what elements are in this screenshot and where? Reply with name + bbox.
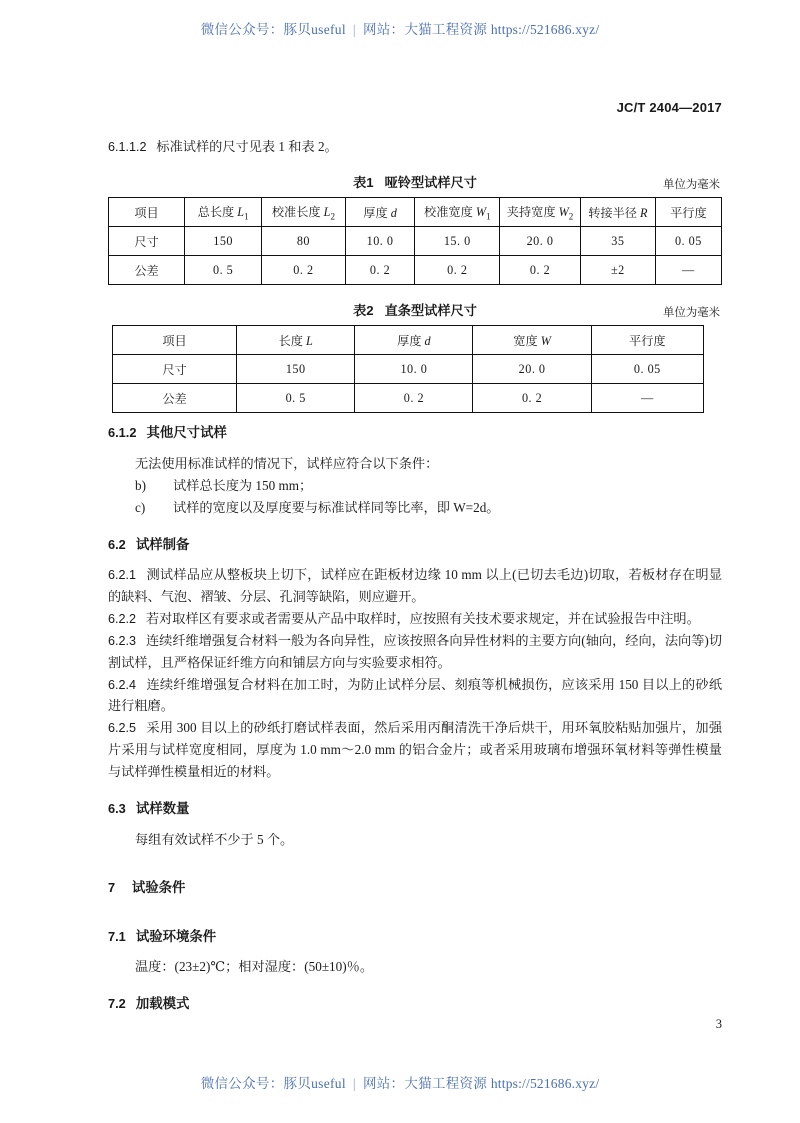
table1-header-cell: 转接半径 R	[580, 198, 655, 227]
watermark-site-value: 大猫工程资源	[404, 1076, 488, 1091]
table1-cell: ±2	[580, 256, 655, 285]
table2-caption-number: 表2	[353, 303, 374, 319]
heading-6-1-2	[108, 422, 722, 443]
table2	[112, 325, 704, 413]
watermark-site-label: 网站：	[362, 1076, 405, 1091]
table1-cell: 10. 0	[345, 227, 415, 256]
watermark-wechat-value: 豚贝useful	[283, 1076, 346, 1091]
table1-cell: 0. 05	[655, 227, 721, 256]
table2-cell: 20. 0	[473, 355, 591, 384]
heading-7-1-number: 7.1	[108, 928, 126, 944]
table2-cell: 150	[237, 355, 355, 384]
clause-6-2-3	[108, 630, 722, 674]
table1-cell: 80	[262, 227, 345, 256]
list-item-text: 试样总长度为 150 mm；	[173, 477, 313, 493]
table1-row-label: 公差	[109, 256, 185, 285]
table1-cell: 0. 2	[262, 256, 345, 285]
table2-header-cell: 平行度	[591, 326, 703, 355]
table1-cell: 0. 2	[345, 256, 415, 285]
clause-6-3-body: 每组有效试样不少于 5 个。	[135, 831, 294, 847]
table1-cell: 35	[580, 227, 655, 256]
clause-6-2-2	[108, 608, 722, 630]
clause-6-1-1-2-text: 标准试样的尺寸见表 1 和表 2。	[156, 139, 338, 154]
table2-cell: —	[591, 384, 703, 413]
table-row	[109, 227, 722, 256]
table1-cell: 20. 0	[500, 227, 581, 256]
table2-cell: 10. 0	[355, 355, 473, 384]
heading-6-3-title: 试样数量	[135, 801, 190, 817]
watermark-wechat-label: 微信公众号：	[200, 22, 284, 37]
clause-6-1-1-2-number: 6.1.1.2	[108, 140, 147, 154]
table1-header-cell: 厚度 d	[345, 198, 415, 227]
clause-6-2-3-number: 6.2.3	[108, 633, 137, 648]
table1-unit-note: 单位为毫米	[663, 179, 720, 192]
heading-7-1	[108, 926, 722, 947]
clause-6-2-3-text: 连续纤维增强复合材料一般为各向异性，应该按照各向异性材料的主要方向(轴向，经向，法向等)切割试样，且严格保证纤维方向和铺层方向与实验要求相符。	[108, 632, 723, 670]
table2-header-cell: 项目	[113, 326, 237, 355]
heading-6-3-number: 6.3	[108, 801, 126, 817]
table1	[108, 197, 722, 285]
clause-7-1-body: 温度：(23±2)℃；相对湿度：(50±10)％。	[135, 959, 374, 975]
clause-6-2-1-text: 测试样品应从整板块上切下，试样应在距板材边缘 10 mm 以上(已切去毛边)切取，若板材存在明显的缺料、气泡、褶皱、分层、孔洞等缺陷，则应避开。	[108, 567, 723, 604]
table1-cell: 150	[185, 227, 262, 256]
heading-6-1-2-title: 其他尺寸试样	[146, 425, 227, 441]
list-item-label: b)	[135, 477, 146, 493]
table1-header-cell: 夹持宽度 $W_2$	[500, 198, 581, 227]
list-item	[108, 497, 722, 519]
table1-caption-number: 表1	[353, 175, 374, 191]
watermark-site-label: 网站：	[362, 22, 405, 37]
heading-7	[108, 877, 722, 898]
clause-6-2-5-text: 采用 300 目以上的砂纸打磨试样表面，然后采用丙酮清洗干净后烘干，用环氧胶粘贴加强片，加强片采用与试样宽度相同，厚度为 1.0 mm～2.0 mm 的铝合金片；或者采用玻璃布增强环氧材料等弹性模量与试样弹性模量相近的材料。	[108, 720, 723, 780]
table1-header-row	[109, 198, 722, 227]
table1-header-cell: 平行度	[655, 198, 721, 227]
clause-6-2-2-number: 6.2.2	[108, 611, 137, 626]
watermark-url: https://521686.xyz/	[490, 22, 600, 37]
clause-6-2-1-number: 6.2.1	[108, 568, 137, 583]
heading-7-2-title: 加载模式	[135, 996, 190, 1012]
table1-header-cell: 校准长度 $L_2$	[262, 198, 345, 227]
table2-header-cell: 长度 L	[237, 326, 355, 355]
heading-6-3	[108, 798, 722, 819]
table1-header-cell: 项目	[109, 198, 185, 227]
clause-6-1-2-intro: 无法使用标准试样的情况下，试样应符合以下条件：	[135, 455, 439, 471]
clause-6-2-5-number: 6.2.5	[108, 721, 137, 736]
table2-row-label: 公差	[113, 384, 237, 413]
table1-cell: 0. 2	[415, 256, 500, 285]
table1-row-label: 尺寸	[109, 227, 185, 256]
heading-7-2-number: 7.2	[108, 996, 126, 1012]
table-row	[109, 256, 722, 285]
table2-header-row	[113, 326, 704, 355]
table2-cell: 0. 2	[473, 384, 591, 413]
clause-6-1-1-2	[108, 136, 722, 157]
list-item-text: 试样的宽度以及厚度要与标准试样同等比率，即 W=2d。	[173, 499, 500, 515]
watermark-site-value: 大猫工程资源	[404, 22, 488, 37]
watermark-url: https://521686.xyz/	[490, 1076, 600, 1091]
heading-6-2-title: 试样制备	[135, 536, 190, 552]
table1-cell: —	[655, 256, 721, 285]
heading-7-2	[108, 993, 722, 1014]
document-code: JC/T 2404—2017	[616, 100, 722, 115]
table1-cell: 0. 5	[185, 256, 262, 285]
clause-6-2-1	[108, 564, 722, 608]
heading-7-title: 试验条件	[131, 880, 186, 896]
clause-6-2-4-number: 6.2.4	[108, 677, 137, 692]
table1-cell: 0. 2	[500, 256, 581, 285]
watermark-bottom	[0, 1072, 800, 1092]
table2-header-cell: 厚度 d	[355, 326, 473, 355]
heading-6-2-number: 6.2	[108, 536, 126, 552]
list-item	[108, 475, 722, 497]
table2-cell: 0. 05	[591, 355, 703, 384]
table2-cell: 0. 5	[237, 384, 355, 413]
page-content	[108, 0, 722, 1015]
watermark-wechat-value: 豚贝useful	[283, 22, 346, 37]
clause-6-2-4-text: 连续纤维增强复合材料在加工时，为防止试样分层、刻痕等机械损伤，应该采用 150 目以上的砂纸进行粗磨。	[108, 676, 723, 714]
table2-row-label: 尺寸	[113, 355, 237, 384]
table1-header-cell: 校准宽度 $W_1$	[415, 198, 500, 227]
heading-6-1-2-number: 6.1.2	[108, 425, 137, 441]
heading-7-1-title: 试验环境条件	[135, 928, 217, 944]
heading-6-2	[108, 534, 722, 555]
table-row	[113, 384, 704, 413]
clause-6-2-5	[108, 717, 722, 783]
table2-unit-note: 单位为毫米	[663, 307, 720, 320]
list-item-label: c)	[135, 499, 146, 515]
table-row	[113, 355, 704, 384]
page-number: 3	[715, 1017, 722, 1031]
table2-caption-title: 直条型试样尺寸	[384, 303, 477, 319]
table1-header-cell: 总长度 $L_1$	[185, 198, 262, 227]
table1-cell: 15. 0	[415, 227, 500, 256]
watermark-separator: |	[352, 22, 356, 37]
table2-header-cell: 宽度 W	[473, 326, 591, 355]
watermark-wechat-label: 微信公众号：	[200, 1076, 284, 1091]
clause-6-2-2-text: 若对取样区有要求或者需要从产品中取样时，应按照有关技术要求规定，并在试验报告中注明。	[145, 610, 700, 626]
table1-caption-title: 哑铃型试样尺寸	[384, 175, 477, 191]
heading-7-number: 7	[108, 880, 116, 896]
clause-6-2-4	[108, 674, 722, 718]
table2-cell: 0. 2	[355, 384, 473, 413]
watermark-separator: |	[352, 1076, 356, 1091]
